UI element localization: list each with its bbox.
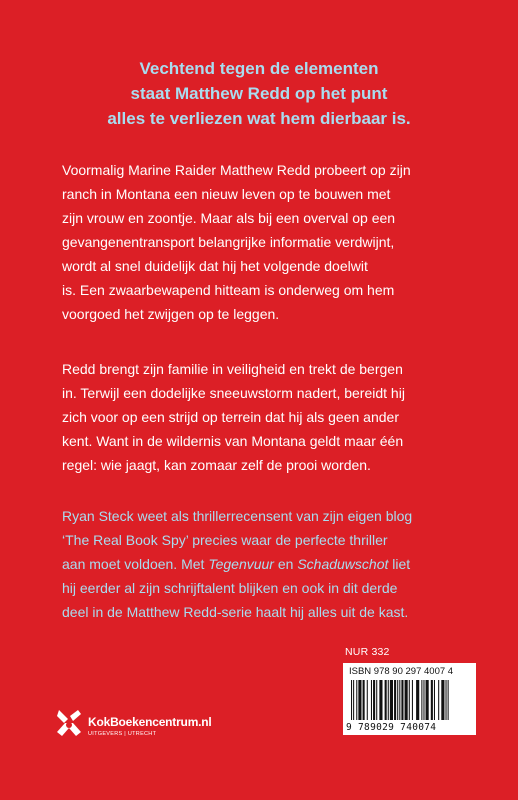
- text-line: Redd brengt zijn familie in veiligheid en trekt de bergen: [62, 361, 403, 377]
- text-line: voorgoed het zwijgen op te leggen.: [62, 306, 280, 322]
- barcode-box: [343, 663, 476, 735]
- text-line: kent. Want in de wildernis van Montana geldt maar één: [62, 433, 404, 449]
- text-line: ranch in Montana een nieuw leven op te bouwen met: [62, 186, 391, 202]
- text-line: [62, 552, 462, 576]
- tagline-line: staat Matthew Redd op het punt: [130, 84, 388, 103]
- barcode-digits: 9 789029 740074: [346, 722, 437, 733]
- synopsis-paragraph-1: [62, 158, 462, 326]
- barcode-icon: [349, 680, 470, 722]
- publisher-name: KokBoekencentrum.nl: [88, 715, 212, 729]
- text-line: Voormalig Marine Raider Matthew Redd probeert op zijn: [62, 162, 411, 178]
- tagline-line: Vechtend tegen de elementen: [139, 59, 379, 78]
- synopsis-paragraph-2: [62, 357, 462, 477]
- text-line: zich voor op een strijd op terrein dat hij als geen ander: [62, 409, 399, 425]
- text-line: gevangenentransport belangrijke informatie verdwijnt,: [62, 234, 395, 250]
- text-line: wordt al snel duidelijk dat hij het volgende doelwit: [62, 258, 368, 274]
- text-fragment: liet: [388, 556, 411, 572]
- publisher-subtitle: UITGEVERS | UTRECHT: [88, 731, 157, 737]
- isbn-number: ISBN 978 90 297 4007 4: [349, 666, 454, 677]
- text-line: ‘The Real Book Spy’ precies waar de perfecte thriller: [62, 532, 388, 548]
- text-line: regel: wie jaagt, kan zomaar zelf de prooi worden.: [62, 457, 371, 473]
- nur-code: NUR 332: [345, 646, 390, 658]
- text-line: in. Terwijl een dodelijke sneeuwstorm nadert, bereidt hij: [62, 385, 405, 401]
- text-line: Ryan Steck weet als thrillerrecensent van zijn eigen blog: [62, 508, 413, 524]
- author-paragraph: [62, 504, 462, 624]
- text-line: hij eerder al zijn schrijftalent blijken en ook in dit derde: [62, 580, 398, 596]
- text-fragment: aan moet voldoen. Met: [62, 556, 209, 572]
- text-line: zijn vrouw en zoontje. Maar als bij een overval op een: [62, 210, 396, 226]
- book-title-tegenvuur: Tegenvuur: [208, 556, 274, 572]
- publisher-logo-icon: [56, 708, 82, 740]
- book-title-schaduwschot: Schaduwschot: [297, 556, 389, 572]
- text-fragment: en: [273, 556, 298, 572]
- tagline-line: alles te verliezen wat hem dierbaar is.: [107, 109, 411, 128]
- text-line: deel in de Matthew Redd-serie haalt hij alles uit de kast.: [62, 604, 409, 620]
- tagline: [0, 56, 518, 131]
- text-line: is. Een zwaarbewapend hitteam is onderweg om hem: [62, 282, 395, 298]
